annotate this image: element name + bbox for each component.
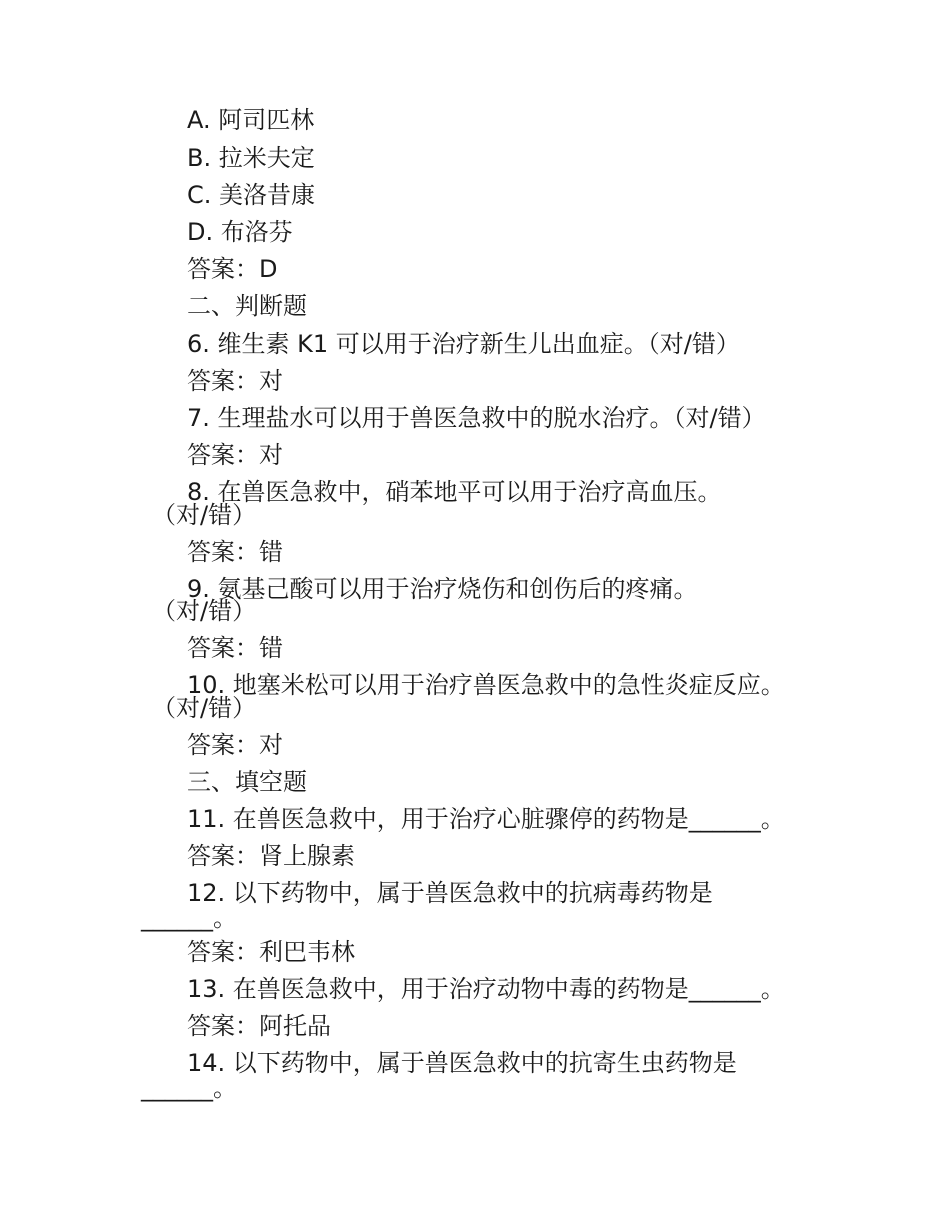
- question-12-blank: ______。: [141, 904, 237, 932]
- answer-5: 答案：D: [187, 255, 278, 283]
- answer-10: 答案：对: [187, 731, 283, 759]
- question-7: 7. 生理盐水可以用于兽医急救中的脱水治疗。（对/错）: [187, 404, 766, 432]
- option-c: C. 美洛昔康: [187, 181, 316, 209]
- question-9: 9. 氨基己酸可以用于治疗烧伤和创伤后的疼痛。: [187, 575, 698, 603]
- answer-9: 答案：错: [187, 634, 283, 662]
- question-9-suffix: （对/错）: [152, 597, 257, 625]
- question-14-blank: ______。: [141, 1074, 237, 1102]
- option-a: A. 阿司匹林: [187, 106, 315, 134]
- answer-6: 答案：对: [187, 367, 283, 395]
- answer-13: 答案：阿托品: [187, 1012, 331, 1040]
- answer-7: 答案：对: [187, 441, 283, 469]
- answer-8: 答案：错: [187, 538, 283, 566]
- question-8: 8. 在兽医急救中，硝苯地平可以用于治疗高血压。: [187, 478, 722, 506]
- section-heading-judgement: 二、判断题: [187, 292, 307, 320]
- answer-11: 答案：肾上腺素: [187, 842, 355, 870]
- question-10-suffix: （对/错）: [152, 694, 257, 722]
- answer-12: 答案：利巴韦林: [187, 938, 355, 966]
- question-11: 11. 在兽医急救中，用于治疗心脏骤停的药物是______。: [187, 805, 785, 833]
- question-14: 14. 以下药物中，属于兽医急救中的抗寄生虫药物是: [187, 1049, 737, 1077]
- question-6: 6. 维生素 K1 可以用于治疗新生儿出血症。（对/错）: [187, 330, 740, 358]
- question-13: 13. 在兽医急救中，用于治疗动物中毒的药物是______。: [187, 975, 785, 1003]
- option-b: B. 拉米夫定: [187, 144, 315, 172]
- question-8-suffix: （对/错）: [152, 501, 257, 529]
- section-heading-fill-in: 三、填空题: [187, 768, 307, 796]
- option-d: D. 布洛芬: [187, 218, 293, 246]
- question-10: 10. 地塞米松可以用于治疗兽医急救中的急性炎症反应。: [187, 671, 785, 699]
- question-12: 12. 以下药物中，属于兽医急救中的抗病毒药物是: [187, 879, 713, 907]
